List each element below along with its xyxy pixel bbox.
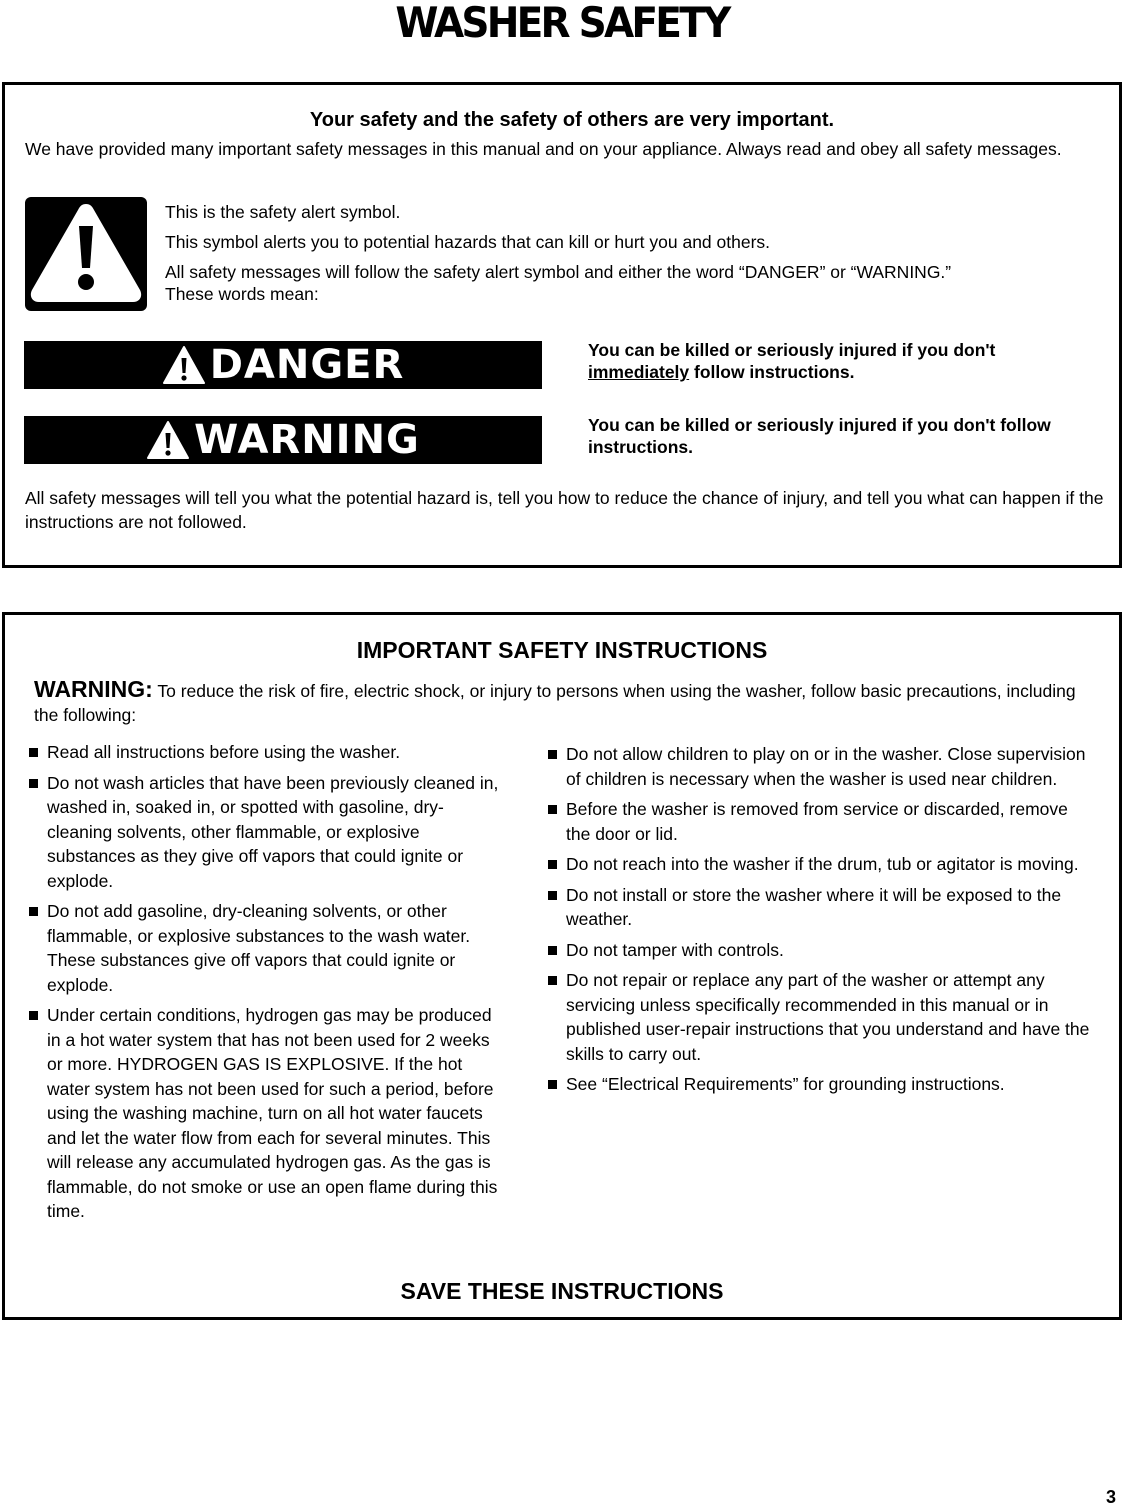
left-instruction-list [29, 740, 509, 1230]
intro-paragraph: We have provided many important safety messages in this manual and on your appliance. Always read and obey all safety messages. [25, 139, 1062, 159]
bullet-square-icon [548, 1080, 557, 1089]
list-item: Do not wash articles that have been previously cleaned in, washed in, soaked in, or spotted with gasoline, dry-cleaning solvents, other flammable, or explosive substances as they give off vapors that could ignite or explode. [29, 771, 509, 894]
list-item: Read all instructions before using the washer. [29, 740, 509, 765]
warning-alert-icon [146, 420, 190, 460]
symbol-line-1: This is the safety alert symbol. [165, 202, 401, 222]
instructions-heading: IMPORTANT SAFETY INSTRUCTIONS [356, 637, 768, 663]
danger-desc-pre: You can be killed or seriously injured if you don't [588, 340, 996, 360]
bullet-square-icon [548, 860, 557, 869]
list-item: Do not allow children to play on or in the washer. Close supervision of children is necessary when the washer is used near children. [548, 742, 1093, 791]
bullet-square-icon [29, 779, 38, 788]
danger-signal-bar [24, 341, 542, 389]
bullet-square-icon [29, 907, 38, 916]
list-item: Do not reach into the washer if the drum, tub or agitator is moving. [548, 852, 1093, 877]
save-instructions: SAVE THESE INSTRUCTIONS [400, 1278, 724, 1304]
warning-signal-bar [24, 416, 542, 464]
list-item: Do not tamper with controls. [548, 938, 1093, 963]
danger-alert-icon [162, 345, 206, 385]
symbol-line-2: This symbol alerts you to potential hazards that can kill or hurt you and others. [165, 232, 771, 252]
page-number: 3 [1105, 1487, 1116, 1507]
instructions-warning [34, 677, 1094, 727]
intro-heading: Your safety and the safety of others are very important. [309, 109, 835, 131]
warning-label: WARNING [194, 417, 420, 463]
list-item: Under certain conditions, hydrogen gas may be produced in a hot water system that has not been used for 2 weeks or more. HYDROGEN GAS IS EXPLOSIVE. If the hot water system has not been used for such a period, before using the washing machine, turn on all hot water faucets and let the water flow from each for several minutes. This will release any accumulated hydrogen gas. As the gas is flammable, do not smoke or use an open flame during this time. [29, 1003, 509, 1224]
bullet-square-icon [548, 946, 557, 955]
list-item: Before the washer is removed from service or discarded, remove the door or lid. [548, 797, 1093, 846]
list-item: Do not add gasoline, dry-cleaning solvents, or other flammable, or explosive substances to the wash water. These substances give off vapors that could ignite or explode. [29, 899, 509, 997]
bullet-square-icon [548, 750, 557, 759]
warning-description: You can be killed or seriously injured if you don't follow instructions. [588, 415, 1051, 457]
intro-closing: All safety messages will tell you what the potential hazard is, tell you how to reduce the chance of injury, and tell you what can happen if the instructions are not followed. [25, 488, 1104, 532]
instructions-warning-text: To reduce the risk of fire, electric shock, or injury to persons when using the washer, follow basic precautions, including the following: [34, 681, 1076, 725]
danger-description [588, 339, 1088, 383]
bullet-square-icon [548, 976, 557, 985]
bullet-square-icon [29, 748, 38, 757]
danger-desc-post: follow instructions. [689, 362, 855, 382]
bullet-square-icon [548, 891, 557, 900]
list-item: See “Electrical Requirements” for grounding instructions. [548, 1072, 1093, 1097]
list-item: Do not install or store the washer where it will be exposed to the weather. [548, 883, 1093, 932]
page-title: WASHER SAFETY [395, 0, 729, 47]
safety-alert-symbol-icon [24, 196, 148, 312]
instructions-warning-lead: WARNING: [34, 676, 153, 702]
danger-desc-underlined: immediately [588, 362, 690, 382]
bullet-square-icon [29, 1011, 38, 1020]
bullet-square-icon [548, 805, 557, 814]
danger-label: DANGER [209, 342, 405, 388]
list-item: Do not repair or replace any part of the washer or attempt any servicing unless specifically recommended in this manual or in published user-repair instructions that you understand and have the skills to carry out. [548, 968, 1093, 1066]
right-instruction-list [548, 742, 1093, 1103]
symbol-line-3: All safety messages will follow the safety alert symbol and either the word “DANGER” or “WARNING.” These words mean: [165, 262, 952, 304]
